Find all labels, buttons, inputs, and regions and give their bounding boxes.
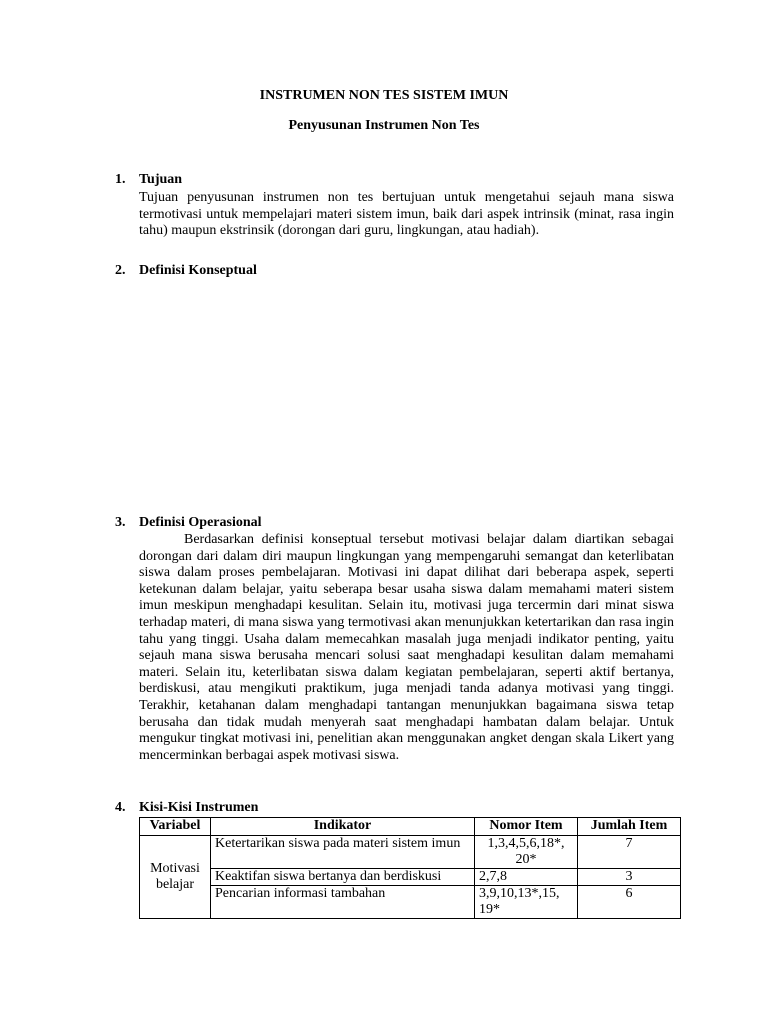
section-number: 4. bbox=[115, 800, 126, 815]
section-title: Kisi-Kisi Instrumen bbox=[139, 800, 259, 815]
indikator-cell: Pencarian informasi tambahan bbox=[211, 886, 475, 919]
section-number: 1. bbox=[115, 172, 126, 187]
table-row bbox=[140, 869, 681, 886]
section-heading-kisi-kisi bbox=[115, 800, 258, 817]
section-title: Definisi Operasional bbox=[139, 515, 262, 530]
section-heading-definisi-konseptual bbox=[115, 263, 257, 280]
section-heading-tujuan bbox=[115, 172, 182, 189]
document-title: INSTRUMEN NON TES SISTEM IMUN bbox=[259, 88, 509, 103]
section-title: Definisi Konseptual bbox=[139, 263, 257, 278]
jumlah-item-cell: 7 bbox=[578, 836, 681, 869]
nomor-item-cell: 1,3,4,5,6,18*, 20* bbox=[475, 836, 578, 869]
indikator-cell: Keaktifan siswa bertanya dan berdiskusi bbox=[211, 869, 475, 886]
header-indikator: Indikator bbox=[211, 818, 475, 836]
table-row bbox=[140, 886, 681, 919]
section-number: 3. bbox=[115, 515, 126, 530]
variable-cell: Motivasi belajar bbox=[140, 836, 211, 919]
kisi-kisi-table bbox=[139, 817, 681, 919]
document-subtitle: Penyusunan Instrumen Non Tes bbox=[288, 118, 480, 133]
table-row bbox=[140, 836, 681, 869]
jumlah-item-cell: 6 bbox=[578, 886, 681, 919]
header-nomor-item: Nomor Item bbox=[475, 818, 578, 836]
section-text-definisi-operasional: Berdasarkan definisi konseptual tersebut motivasi belajar dalam diartikan sebagai dorongan dari dalam diri maupun lingkungan yang mempengaruhi semangat dan keterlibatan siswa dalam proses pembelajaran. Motivasi ini dapat dilihat dari beberapa aspek, seperti ketekunan dalam belajar, yaitu seberapa besar usaha siswa dalam memahami materi sistem imun meskipun menghadapi kesulitan. Selain itu, motivasi juga tercermin dari minat siswa terhadap materi, di mana siswa yang termotivasi akan menunjukkan ketertarikan dan rasa ingin tahu yang tinggi. Usaha dalam memecahkan masalah juga menjadi indikator penting, yaitu sejauh mana siswa berusaha mencari solusi saat menghadapi kesulitan dalam memahami materi. Selain itu, keterlibatan siswa dalam kegiatan pembelajaran, seperti aktif bertanya, berdiskusi, atau mengikuti praktikum, juga menjadi tanda adanya motivasi yang tinggi. Terakhir, ketahanan dalam menghadapi tantangan menunjukkan bagaimana siswa tetap berusaha dan tidak mudah menyerah saat menghadapi hambatan dalam belajar. Untuk mengukur tingkat motivasi ini, penelitian akan menggunakan angket dengan skala Likert yang mencerminkan berbagai aspek motivasi siswa. bbox=[139, 532, 674, 763]
section-number: 2. bbox=[115, 263, 126, 278]
section-text-tujuan: Tujuan penyusunan instrumen non tes bertujuan untuk mengetahui sejauh mana siswa termotivasi untuk mempelajari materi sistem imun, baik dari aspek intrinsik (minat, rasa ingin tahu) maupun ekstrinsik (dorongan dari guru, lingkungan, atau hadiah). bbox=[139, 190, 674, 239]
table-header-row bbox=[140, 818, 681, 836]
nomor-item-cell: 2,7,8 bbox=[475, 869, 578, 886]
jumlah-item-cell: 3 bbox=[578, 869, 681, 886]
section-title: Tujuan bbox=[139, 172, 183, 187]
section-heading-definisi-operasional bbox=[115, 515, 262, 532]
nomor-item-cell: 3,9,10,13*,15, 19* bbox=[475, 886, 578, 919]
header-variabel: Variabel bbox=[140, 818, 211, 836]
header-jumlah-item: Jumlah Item bbox=[578, 818, 681, 836]
indikator-cell: Ketertarikan siswa pada materi sistem imun bbox=[211, 836, 475, 869]
